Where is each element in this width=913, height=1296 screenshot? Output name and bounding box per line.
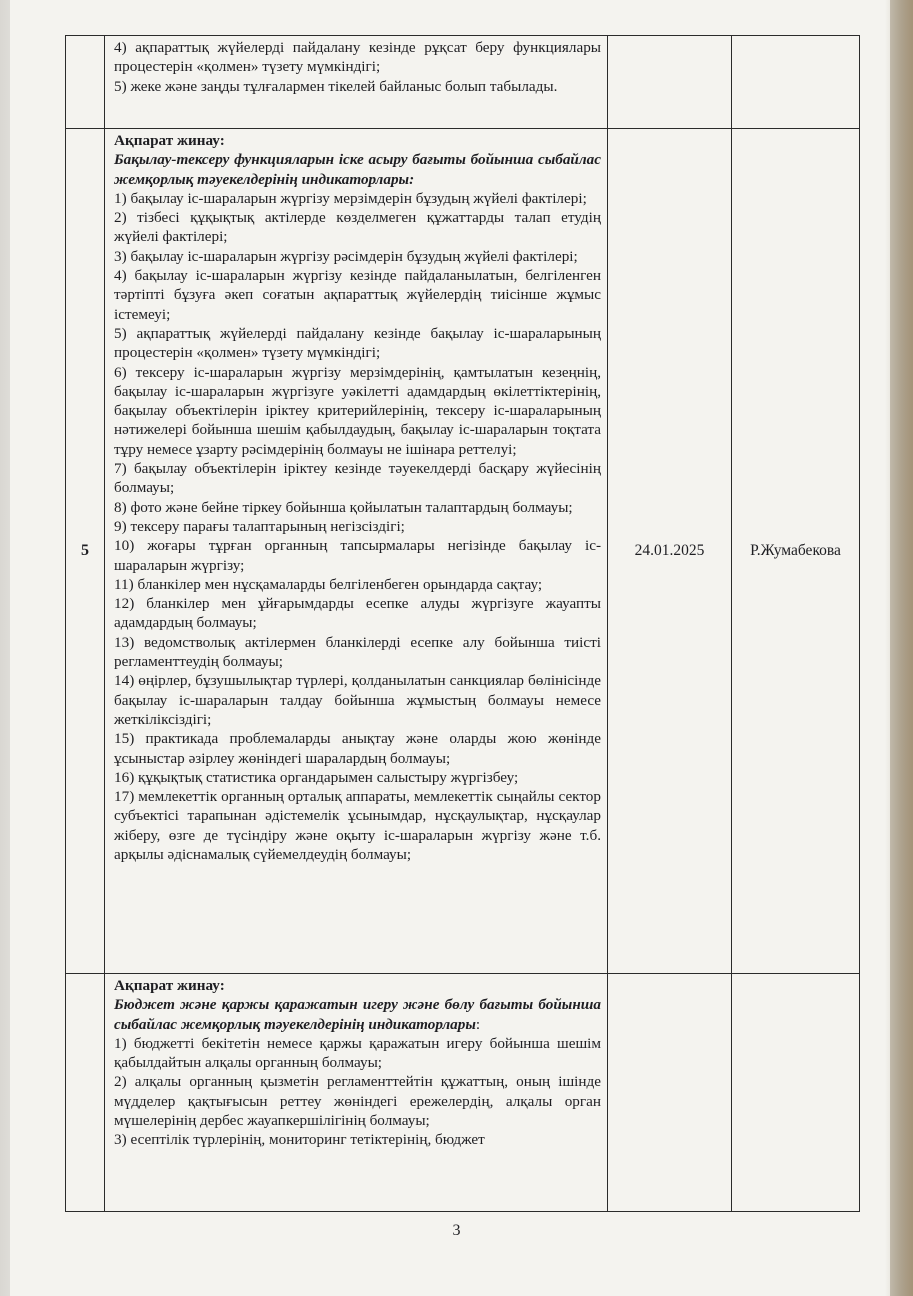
date-cell <box>608 974 732 1212</box>
row-number-cell <box>66 36 105 129</box>
list-item: 5) жеке және заңды тұлғалармен тікелей байланыс болып табылады. <box>114 77 558 95</box>
list-item: 10) жоғары тұрған органның тапсырмалары негізінде бақылау іс-шараларын жүргізу; <box>114 537 601 574</box>
list-item: 14) өңірлер, бұзушылықтар түрлері, қолданылатын санкциялар бөлінісінде бақылау іс-шараларын талдау бойынша жұмыстың болмауы немесе жеткіліксіздігі; <box>114 672 601 728</box>
list-item: 12) бланкілер мен ұйғарымдарды есепке алуды жүргізуге жауапты адамдардың болмауы; <box>114 595 601 632</box>
section-heading: Ақпарат жинау: <box>114 132 225 149</box>
section-subheading-line <box>114 995 601 1034</box>
content-cell <box>105 129 608 974</box>
list-item: 1) бақылау іс-шараларын жүргізу мерзімдерін бұзудың жүйелі фактілері; <box>114 189 587 207</box>
list-item: 11) бланкілер мен нұсқамаларды белгіленбеген орындарда сақтау; <box>114 575 543 593</box>
list-item: 6) тексеру іс-шараларын жүргізу мерзімдерінің, қамтылатын кезеңнің, бақылау іс-шараларын жүргізуге уәкілетті адамдардың өкілеттіктерінің, бақылау объектілерін іріктеу критерийлерінің, тексеру іс-шараларының нәтижелері бойынша шешім қабылдаудың, бақылау іс-шараларын тоқтата тұру немесе ұзарту рәсімдерінің болмауы не ішінара реттелуі; <box>114 363 601 458</box>
list-item: 15) практикада проблемаларды анықтау және оларды жою жөнінде ұсыныстар әзірлеу жөніндегі шаралардың болмауы; <box>114 730 601 767</box>
list-item: 5) ақпараттық жүйелерді пайдалану кезінде бақылау іс-шараларының процестерін «қолмен» түзету мүмкіндігі; <box>114 324 601 362</box>
row-number-cell <box>66 974 105 1212</box>
subheading-colon: : <box>475 1015 481 1033</box>
content-cell <box>105 36 608 129</box>
list-item: 4) бақылау іс-шараларын жүргізу кезінде пайдаланылатын, белгіленген тәртіпті бұзуға әкеп соғатын ақпараттық жүйелердің тиісінше жұмыс істемеуі; <box>114 267 601 323</box>
list-item: 16) құқықтық статистика органдарымен салыстыру жүргізбеу; <box>114 768 519 786</box>
table-row <box>66 129 860 974</box>
document-table <box>65 35 860 1212</box>
list-item: 13) ведомстволық актілермен бланкілерді есепке алу бойынша тиісті регламенттеудің болмауы; <box>114 633 601 671</box>
section-heading: Ақпарат жинау: <box>114 977 225 994</box>
page-number: 3 <box>452 1222 461 1239</box>
list-item: 1) бюджетті бекітетін немесе қаржы қаражатын игеру бойынша шешім қабылдайтын алқалы органның болмауы; <box>114 1034 601 1072</box>
date-cell <box>608 36 732 129</box>
section-subheading: Бақылау-тексеру функцияларын іске асыру бағыты бойынша сыбайлас жемқорлық тәуекелдерінің индикаторлары: <box>114 151 601 188</box>
list-item: 9) тексеру парағы талаптарының негізсіздігі; <box>114 517 405 535</box>
list-item: 2) тізбесі құқықтық актілерде көзделмеген құжаттарды талап етудің жүйелі фактілері; <box>114 209 601 246</box>
date-cell: 24.01.2025 <box>608 129 732 974</box>
list-item: 3) есептілік түрлерінің, мониторинг тетіктерінің, бюджет <box>114 1131 485 1149</box>
responsible-cell <box>732 36 860 129</box>
responsible-cell: Р.Жумабекова <box>732 129 860 974</box>
content-cell <box>105 974 608 1212</box>
list-item: 3) бақылау іс-шараларын жүргізу рәсімдерін бұзудың жүйелі фактілері; <box>114 247 578 265</box>
table-row <box>66 974 860 1212</box>
list-item: 8) фото және бейне тіркеу бойынша қойылатын талаптардың болмауы; <box>114 498 573 516</box>
table-row <box>66 36 860 129</box>
responsible-cell <box>732 974 860 1212</box>
list-item: 7) бақылау объектілерін іріктеу кезінде тәуекелдерді басқару жүйесінің болмауы; <box>114 460 601 497</box>
section-subheading: Бюджет және қаржы қаражатын игеру және бөлу бағыты бойынша сыбайлас жемқорлық тәуекелдерінің индикаторлары <box>114 996 601 1033</box>
list-item: 17) мемлекеттік органның орталық аппараты, мемлекеттік сыңайлы сектор субъектісі тарапынан әдістемелік ұсынымдар, нұсқаулықтар, нұсқаулар жіберу, өзге де түсіндіру және оқыту іс-шараларын жүргізу және т.б. арқылы әдіснамалық сүйемелдеудің болмауы; <box>114 788 601 863</box>
list-item: 2) алқалы органның қызметін регламенттейтін құжаттың, оның ішінде мүдделер қақтығысын реттеу жөніндегі ережелердің, алқалы орган мүшелерінің дербес жауапкершілігінің болмауы; <box>114 1073 601 1130</box>
row-number-cell: 5 <box>66 129 105 974</box>
list-item: 4) ақпараттық жүйелерді пайдалану кезінде рұқсат беру функциялары процестерін «қолмен» түзету мүмкіндігі; <box>114 39 601 76</box>
page-edge-shadow <box>885 0 913 1296</box>
